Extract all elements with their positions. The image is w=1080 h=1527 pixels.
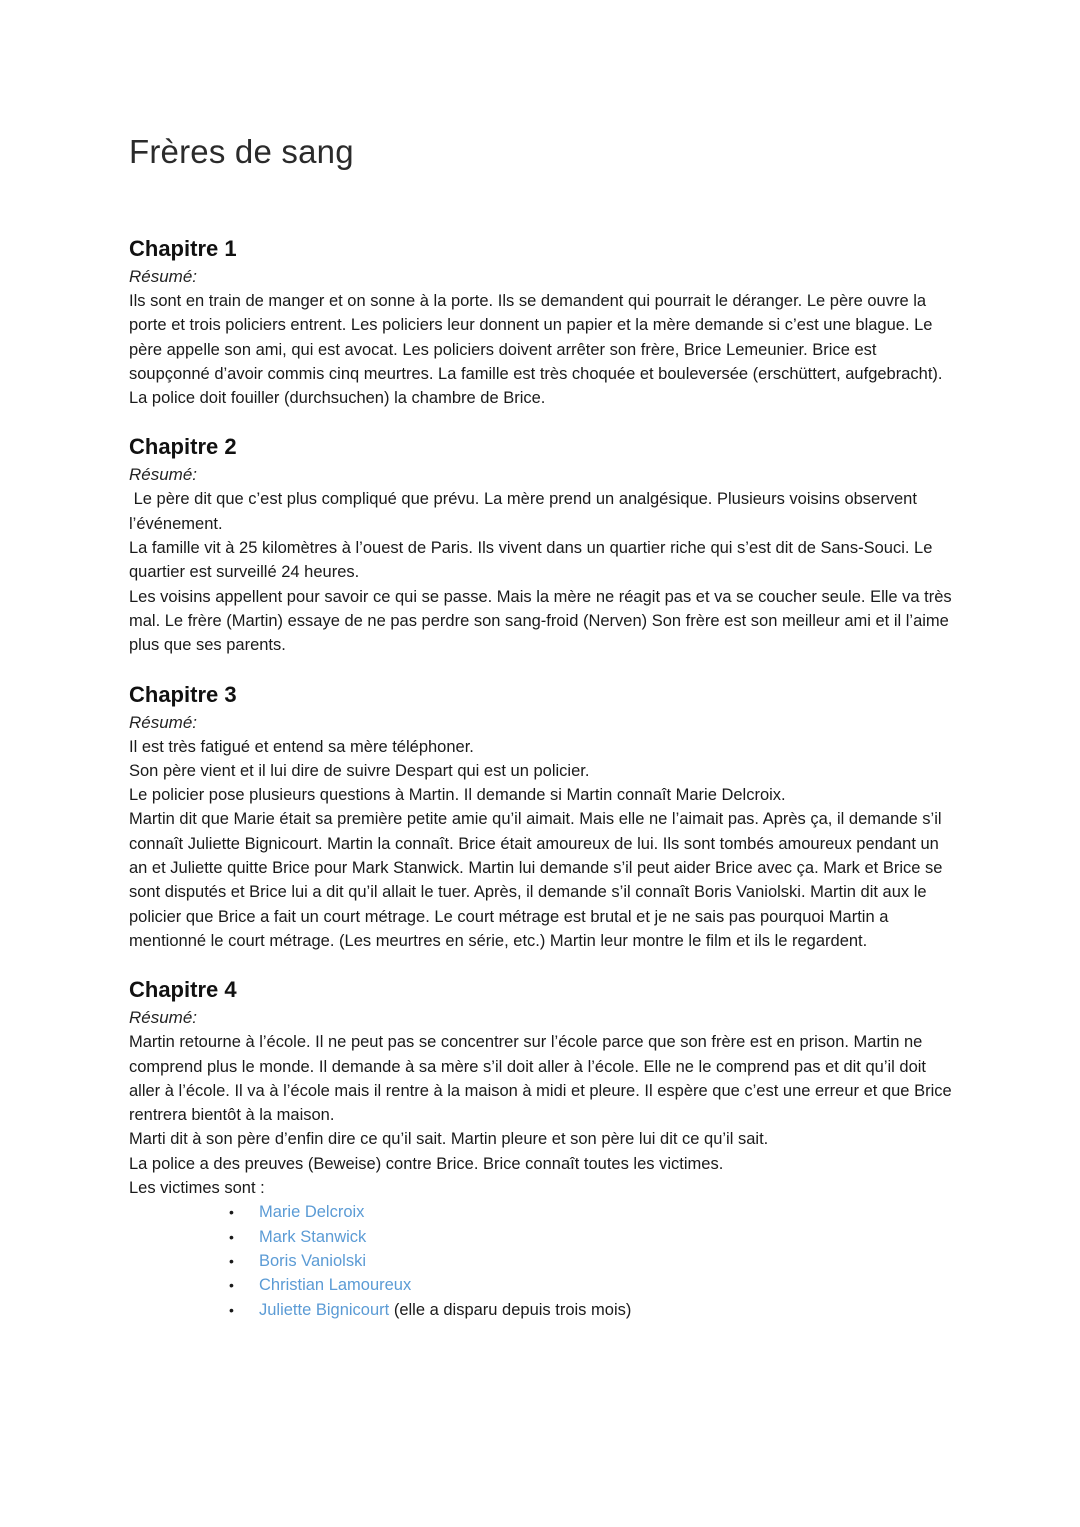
victim-name: Juliette Bignicourt [259,1300,390,1319]
chapter-2 [129,432,959,657]
bullet-icon: • [229,1301,234,1318]
list-item [229,1249,959,1273]
victim-name: Boris Vaniolski [259,1251,366,1270]
paragraph: Son père vient et il lui dire de suivre Despart qui est un policier. [129,761,590,780]
list-item [229,1200,959,1224]
list-item [229,1225,959,1249]
list-item [229,1298,959,1322]
victim-note: (elle a disparu depuis trois mois) [389,1300,632,1319]
victim-name: Christian Lamoureux [259,1276,412,1295]
chapter-heading: Chapitre 3 [129,681,237,707]
bullet-icon: • [229,1228,234,1245]
chapter-4 [129,975,959,1322]
list-item [229,1273,959,1297]
paragraph: Les voisins appellent pour savoir ce qui se passe. Mais la mère ne réagit pas et va se coucher seule. Elle va très mal. Le frère (Martin) essaye de ne pas perdre son sang-froid (Nerven) Son frère est son meilleur ami et il l’aime plus que ses parents. [129,587,952,655]
chapter-heading: Chapitre 4 [129,977,237,1003]
paragraph: Martin retourne à l’école. Il ne peut pas se concentrer sur l’école parce que son frère est en prison. Martin ne comprend plus le monde. Il demande à sa mère s’il doit aller à l’école. Elle ne le comprend pas et dit qu’il doit aller à l’école. Il va à l’école mais il rentre à la maison à midi et pleure. Il espère que c’est une erreur et que Brice rentrera bientôt à la maison. [129,1033,952,1125]
document-title: Frères de sang [129,133,354,170]
resume-label: Résumé: [129,1008,198,1028]
bullet-icon: • [229,1204,234,1221]
chapter-heading: Chapitre 2 [129,434,237,460]
paragraph: La police a des preuves (Beweise) contre Brice. Brice connaît toutes les victimes. [129,1154,724,1173]
chapter-heading: Chapitre 1 [129,236,237,261]
victims-list [129,1200,959,1321]
victim-name: Mark Stanwick [259,1227,367,1246]
resume-label: Résumé: [129,465,198,485]
paragraph: Ils sont en train de manger et on sonne à la porte. Ils se demandent qui pourrait le déranger. Le père ouvre la porte et trois policiers entrent. Les policiers leur donnent un papier et la mère demande si c’est une blague. Le père appelle son ami, qui est avocat. Les policiers doivent arrêter son frère, Brice Lemeunier. Brice est soupçonné d’avoir commis cinq meurtres. La famille est très choquée et bouleversée (erschüttert, aufgebracht). La police doit fouiller (durchsuchen) la chambre de Brice. [129,292,943,408]
paragraph: Le policier pose plusieurs questions à Martin. Il demande si Martin connaît Marie Delcroix. [129,786,786,805]
paragraph: Martin dit que Marie était sa première petite amie qu’il aimait. Mais elle ne l’aimait pas. Après ça, il demande s’il connaît Juliette Bignicourt. Martin la connaît. Brice était amoureux de lui. Ils sont tombés amoureux pendant un an et Juliette quitte Brice pour Mark Stanwick. Martin lui demande s’il peut aider Brice avec ça. Mark et Brice se sont disputés et Brice lui a dit qu’il allait le tuer. Après, il demande s’il connaît Boris Vaniolski. Martin dit aux le policier que Brice a fait un court métrage. Le court métrage est brutal et je ne sais pas pourquoi Martin a mentionné le court métrage. (Les meurtres en série, etc.) Martin leur montre le film et ils le regardent. [129,810,943,950]
paragraph: Marti dit à son père d’enfin dire ce qu’il sait. Martin pleure et son père lui dit ce qu’il sait. [129,1130,769,1149]
resume-label: Résumé: [129,712,198,732]
paragraph: Il est très fatigué et entend sa mère téléphoner. [129,737,474,756]
paragraph: Les victimes sont : [129,1179,265,1198]
chapter-3 [129,680,959,954]
paragraph: La famille vit à 25 kilomètres à l’ouest de Paris. Ils vivent dans un quartier riche qui s’est dit de Sans-Souci. Le quartier est surveillé 24 heures. [129,539,933,582]
bullet-icon: • [229,1277,234,1294]
bullet-icon: • [229,1252,234,1269]
chapter-1 [129,234,959,410]
document-page [129,128,959,1344]
resume-label: Résumé: [129,267,198,286]
victim-name: Marie Delcroix [259,1203,365,1222]
paragraph: Le père dit que c’est plus compliqué que prévu. La mère prend un analgésique. Plusieurs voisins observent l’événement. [129,490,922,533]
